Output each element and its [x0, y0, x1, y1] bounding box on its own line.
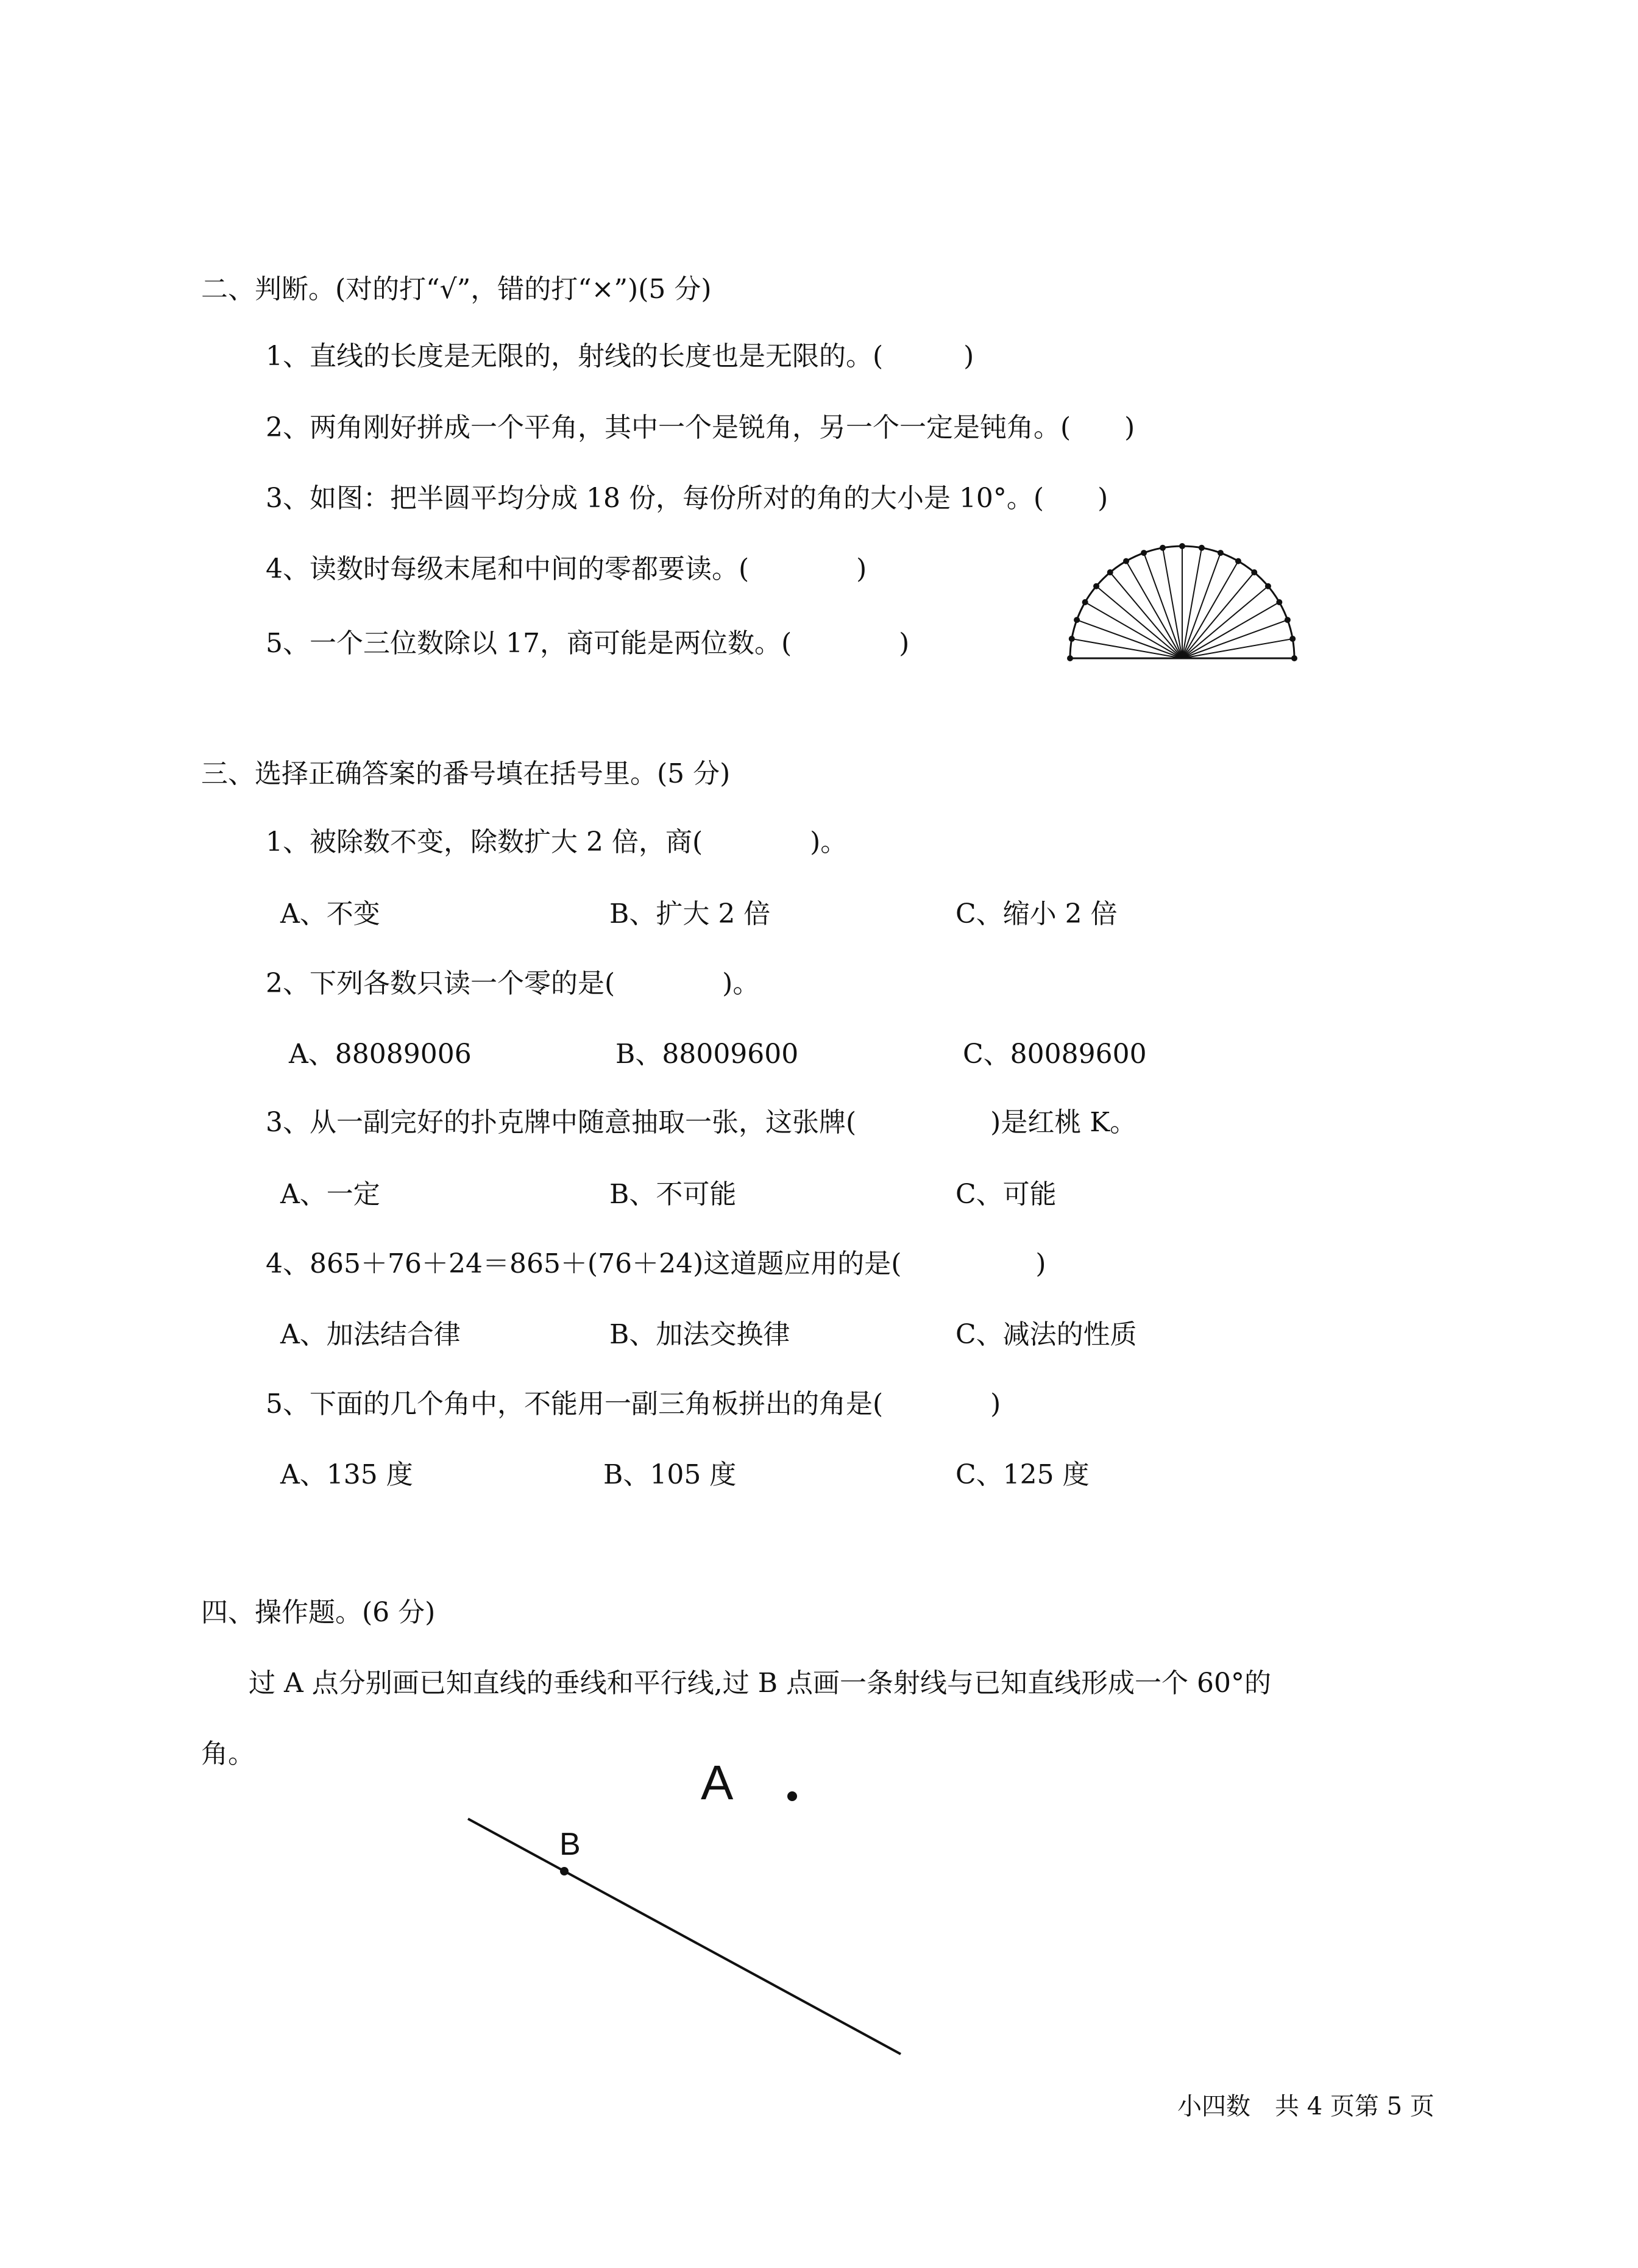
- q1-option-a: A、不变: [280, 898, 380, 930]
- page-footer: 小四数 共 4 页第 5 页: [1177, 2092, 1434, 2120]
- semicircle-division-dot: [1251, 569, 1257, 575]
- point-a-dot: [787, 1791, 797, 1801]
- q5-option-c: C、125 度: [956, 1459, 1090, 1490]
- semicircle-division-dot: [1074, 617, 1080, 623]
- semicircle-division-dot: [1265, 583, 1271, 589]
- semicircle-division-dot: [1067, 655, 1073, 661]
- section4-title: 四、操作题。(6 分): [201, 1597, 436, 1628]
- q5-option-a: A、135 度: [280, 1459, 413, 1490]
- choice-question-1: 1、被除数不变，除数扩大 2 倍，商( )。: [266, 827, 848, 858]
- q4-option-a: A、加法结合律: [280, 1319, 461, 1350]
- semicircle-division-dot: [1285, 617, 1291, 623]
- semicircle-division-dot: [1082, 599, 1088, 605]
- section4-instruction-line2: 角。: [201, 1738, 255, 1769]
- judge-item-3: 3、如图：把半圆平均分成 18 份，每份所对的角的大小是 10°。( ): [266, 483, 1108, 514]
- section3-title: 三、选择正确答案的番号填在括号里。(5 分): [201, 758, 731, 789]
- q2-option-c: C、80089600: [963, 1039, 1147, 1070]
- semicircle-division-dot: [1276, 599, 1282, 605]
- judge-item-1: 1、直线的长度是无限的，射线的长度也是无限的。( ): [266, 341, 974, 372]
- semicircle-division-dot: [1107, 569, 1113, 575]
- judge-item-2: 2、两角刚好拼成一个平角，其中一个是锐角，另一个一定是钝角。( ): [266, 412, 1135, 443]
- q1-option-c: C、缩小 2 倍: [956, 898, 1118, 930]
- choice-question-5: 5、下面的几个角中，不能用一副三角板拼出的角是( ): [266, 1388, 1001, 1420]
- choice-question-2: 2、下列各数只读一个零的是( )。: [266, 968, 760, 999]
- point-b-dot: [560, 1867, 569, 1875]
- semicircle-division-dot: [1291, 655, 1297, 661]
- section2-title: 二、判断。(对的打“√”，错的打“×”)(5 分): [201, 274, 712, 305]
- semicircle-division-dot: [1199, 545, 1205, 551]
- given-line: [468, 1819, 901, 2054]
- section4-instruction-line1: 过 A 点分别画已知直线的垂线和平行线,过 B 点画一条射线与已知直线形成一个 60°的: [249, 1668, 1272, 1699]
- judge-item-4: 4、读数时每级末尾和中间的零都要读。( ): [266, 553, 867, 585]
- semicircle-division-dot: [1289, 636, 1296, 642]
- q4-option-c: C、减法的性质: [956, 1319, 1137, 1350]
- semicircle-division-dot: [1235, 558, 1241, 564]
- semicircle-division-dot: [1093, 583, 1099, 589]
- q4-option-b: B、加法交换律: [609, 1319, 790, 1350]
- semicircle-division-dot: [1141, 550, 1147, 556]
- choice-question-4: 4、865＋76＋24＝865＋(76＋24)这道题应用的是( ): [266, 1248, 1046, 1279]
- semicircle-division-dot: [1123, 558, 1129, 564]
- semicircle-division-dot: [1069, 636, 1075, 642]
- q1-option-b: B、扩大 2 倍: [609, 898, 771, 930]
- choice-question-3: 3、从一副完好的扑克牌中随意抽取一张，这张牌( )是红桃 K。: [266, 1107, 1137, 1138]
- operation-figure: [468, 1791, 901, 2054]
- point-b-label: B: [559, 1827, 581, 1862]
- point-a-label: A: [701, 1755, 734, 1810]
- semicircle-division-dot: [1218, 550, 1224, 556]
- q3-option-b: B、不可能: [609, 1179, 737, 1210]
- semicircle-division-dot: [1179, 543, 1185, 549]
- q2-option-a: A、88089006: [289, 1039, 472, 1070]
- semicircle-division-dot: [1160, 545, 1166, 551]
- q5-option-b: B、105 度: [603, 1459, 737, 1490]
- q3-option-c: C、可能: [956, 1179, 1057, 1210]
- q2-option-b: B、88009600: [615, 1039, 799, 1070]
- q3-option-a: A、一定: [280, 1179, 380, 1210]
- judge-item-5: 5、一个三位数除以 17，商可能是两位数。( ): [266, 628, 910, 659]
- semicircle-figure: [1067, 543, 1297, 661]
